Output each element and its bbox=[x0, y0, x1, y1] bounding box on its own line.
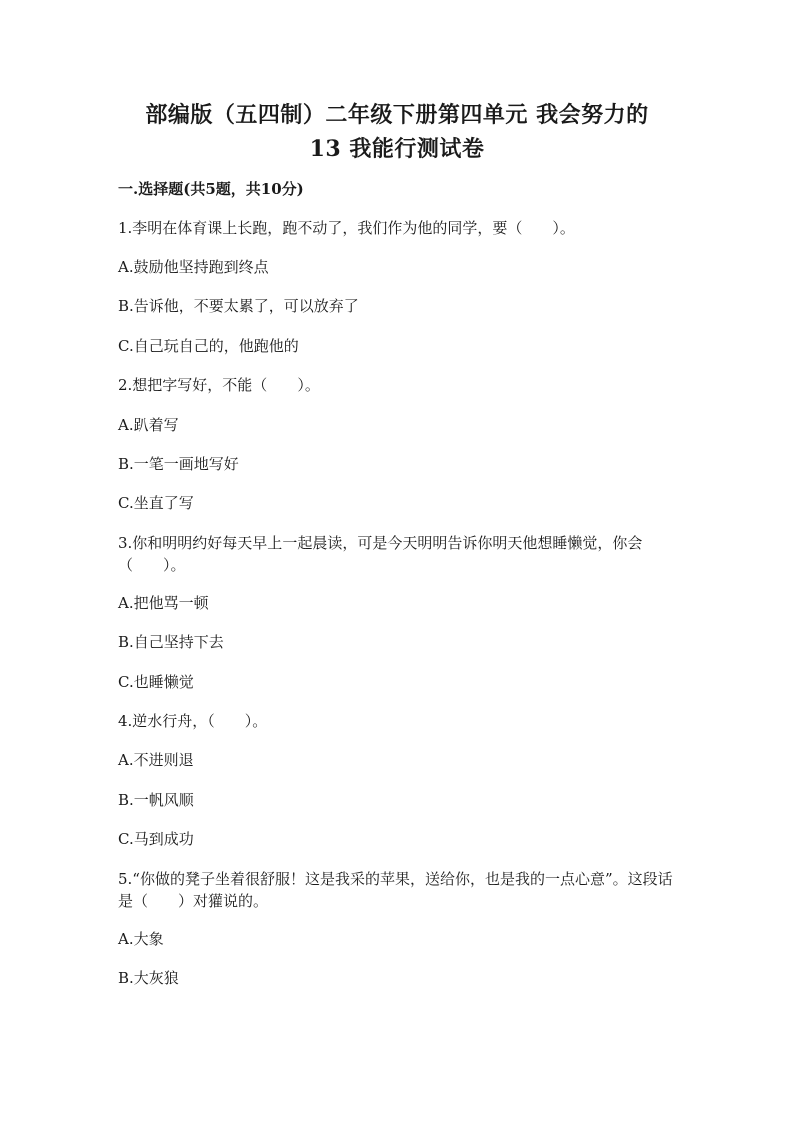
question-3-option-c: C.也睡懒觉 bbox=[118, 673, 194, 691]
question-4-option-a: A.不进则退 bbox=[118, 751, 194, 769]
question-2-option-a: A.趴着写 bbox=[118, 416, 179, 434]
question-2-stem: 2.想把字写好，不能（ ）。 bbox=[118, 376, 320, 394]
question-4-option-b: B.一帆风顺 bbox=[118, 791, 194, 809]
question-3-stem: 3.你和明明约好每天早上一起晨读，可是今天明明告诉你明天他想睡懒觉，你会（ ）。 bbox=[118, 534, 643, 574]
exam-title-line-1: 部编版（五四制）二年级下册第四单元 我会努力的 bbox=[145, 102, 649, 128]
question-4-option-c: C.马到成功 bbox=[118, 830, 194, 848]
question-1-option-a: A.鼓励他坚持跑到终点 bbox=[118, 258, 269, 276]
question-5-option-a: A.大象 bbox=[118, 930, 164, 948]
question-3-option-b: B.自己坚持下去 bbox=[118, 633, 224, 651]
question-1-stem: 1.李明在体育课上长跑，跑不动了，我们作为他的同学，要（ ）。 bbox=[118, 219, 575, 237]
question-2-option-c: C.坐直了写 bbox=[118, 494, 194, 512]
question-5-option-b: B.大灰狼 bbox=[118, 969, 179, 987]
exam-title-line-2: 13 我能行测试卷 bbox=[309, 136, 485, 162]
question-1-option-c: C.自己玩自己的，他跑他的 bbox=[118, 337, 299, 355]
question-1-option-b: B.告诉他，不要太累了，可以放弃了 bbox=[118, 297, 359, 315]
question-5-stem: 5.“你做的凳子坐着很舒服！这是我采的苹果，送给你，也是我的一点心意”。这段话是（ ）对獾说的。 bbox=[118, 870, 673, 910]
section-heading: 一.选择题(共5题，共10分) bbox=[118, 180, 304, 198]
question-4-stem: 4.逆水行舟，（ ）。 bbox=[118, 712, 268, 730]
question-2-option-b: B.一笔一画地写好 bbox=[118, 455, 239, 473]
question-3-option-a: A.把他骂一顿 bbox=[118, 594, 209, 612]
